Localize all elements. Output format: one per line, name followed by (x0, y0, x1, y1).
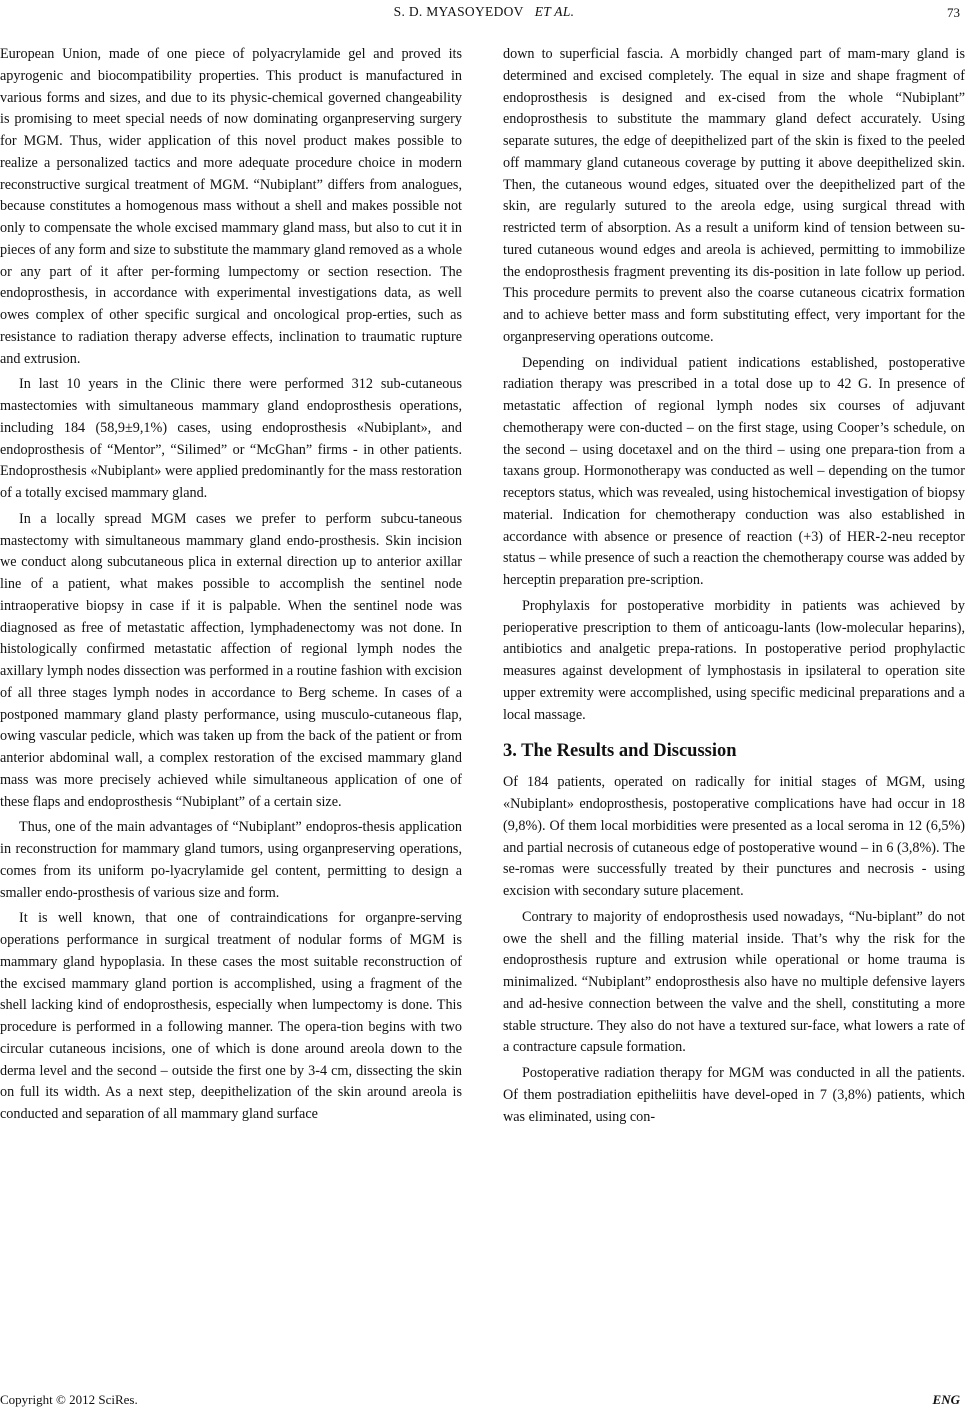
left-column (0, 44, 462, 1130)
copyright-notice: Copyright © 2012 SciRes. (0, 1392, 138, 1407)
paragraph: Postoperative radiation therapy for MGM was conducted in all the patients. Of them postradiation epitheliitis have devel-oped in 7 (3,8%) patients, which was eliminated, using con- (503, 1065, 965, 1125)
page-header (0, 0, 968, 30)
running-head (0, 4, 968, 20)
paragraph: Contrary to majority of endoprosthesis used nowadays, “Nu-biplant” do not owe the shell and the filling material inside. That’s why the risk for the endoprosthesis rupture and extrusion while operational or home trauma is minimalized. “Nubiplant” endoprosthesis also have no multiple defensive layers and ad-hesive connection between the valve and the shell, constituting a more stable structure. They also do not have a textured sur-face, what lowers a rate of a contracture capsule formation. (503, 908, 965, 1056)
page-number: 73 (947, 5, 960, 20)
paragraph: In last 10 years in the Clinic there were performed 312 sub-cutaneous mastectomies with simultaneous mammary gland endoprosthesis operations, including 184 (58,9±9,1%) cases, using endoprosthesis «Nubiplant», and endoprosthesis of “Mentor”, “Silimed” or “McGhan” firms - in other patients. Endoprosthesis «Nubiplant» were applied predominantly for the mass restoration of a totally excised mammary gland. (0, 376, 462, 501)
journal-abbreviation: ENG (932, 1392, 960, 1407)
page-footer (0, 1392, 968, 1412)
paragraph: Of 184 patients, operated on radically for initial stages of MGM, using «Nubiplant» endoprosthesis, postoperative complications have had occur in 18 (9,8%). Of them local morbidities were presented as a local seroma in 12 (6,5%) and partial necrosis of cutaneous edge of postoperative wound – in 6 (3,8%). The se-romas were successfully treated by their punctures and necrosis - using excision with secondary suture placement. (503, 774, 965, 899)
paragraph: European Union, made of one piece of polyacrylamide gel and proved its apyrogenic and biocompatibility properties. This product is manufactured in various forms and sizes, and due to its physic-chemical governed changeability is promising to meet special needs of now dominating organpreserving surgery for MGM. Thus, wider application of this novel product makes possible to realize a personalized tactics and more adequate procedure choice in modern reconstructive surgical treatment of MGM. “Nubiplant” differs from analogues, because constitutes a homogenous mass without a shell and makes possible not only to compensate the whole excised mammary gland mass, but also to cut it in pieces of any form and size to substitute the mammary gland removed as a whole or any part of it after per-forming lumpectomy or section resection. The endoprosthesis, in accordance with experimental investigations data, as well owes complex of other specific surgical and oncological prop-erties, such as resistance to radiation therapy adverse effects, inclination to traumatic rupture and extrusion. (0, 46, 462, 367)
paragraph: down to superficial fascia. A morbidly changed part of mam-mary gland is determined and excised completely. The equal in size and shape fragment of endoprosthesis is designed and ex-cised from the whole “Nubiplant” endoprosthesis to substitute the mammary gland defect accurately. Using separate sutures, the edge of deepithelized part of the skin is fixed to the peeled off mammary gland cutaneous coverage by putting it above deepithelized skin. Then, the cutaneous wound edges, situated over the deepithelized part of the skin, are regularly sutured to the areola edge, using surgical thread with restricted term of absorption. As a result a uniform kind of tension between su-tured cutaneous wound edges and areola is achieved, permitting to immobilize the endoprosthesis fragment preventing its dis-position in late follow up period. This procedure permits to prevent also the coarse cutaneous cicatrix formation and to achieve better mass and form substituting effect, very important for the organpreserving operations outcome. (503, 46, 965, 345)
paragraph: Prophylaxis for postoperative morbidity in patients was achieved by perioperative prescription to them of anticoagu-lants (low-molecular heparins), antibiotics and analgetic prepa-rations. In postoperative period prophylactic measures against development of lymphostasis in ipsilateral to operation site upper extremity were accomplished, using specific medicinal preparations and a local massage. (503, 597, 965, 723)
running-head-et-al: ET AL. (534, 4, 575, 19)
paragraph: It is well known, that one of contraindications for organpre-serving operations performance in surgical treatment of nodular forms of MGM is mammary gland hypoplasia. In these cases the most suitable reconstruction of the excised mammary gland portion is accomplished, using a fragment of the shell lacking kind of endoprosthesis, especially when lumpectomy is done. This procedure is performed in a following manner. The opera-tion begins with two circular cutaneous incisions, one of which is done around areola down to the derma level and the second – outside the first one by 3-4 cm, dissecting the skin on full its width. As a next step, deepithelization of the skin around areola is conducted and separation of all mammary gland surface (0, 910, 462, 1122)
right-column (503, 44, 965, 1132)
paragraph: In a locally spread MGM cases we prefer to perform subcu-taneous mastectomy with simultaneous mammary gland endo-prosthesis. Skin incision we conduct along subcutaneous plica in external direction up to anterior axillar line of a patient, what makes possible to accomplish the sentinel node intraoperative biopsy in case if it is palpable. When the sentinel node was diagnosed as free of metastatic affection, lymphadenectomy was not done. In histologically confirmed metastatic affection of regional lymph nodes the axillary lymph nodes dissection was performed in a routine fashion with excision of all three stages lymph nodes in accordance to Berg scheme. In cases of a postponed mammary gland plasty performance, using musculo-cutaneous flap, owing vascular pedicle, which was taken up from the back of the patient or from anterior abdominal wall, a complex restoration of the excised mammary gland mass was more precisely achieved while simultaneous application of one of these flaps and endoprosthesis “Nubiplant” of a certain size. (0, 510, 462, 810)
running-head-authors: S. D. MYASOYEDOV (393, 4, 524, 19)
paragraph: Thus, one of the main advantages of “Nubiplant” endopros-thesis application in reconstruction for mammary gland tumors, using organpreserving operations, comes from its uniform po-lyacrylamide gel content, permitting to design a smaller endo-prosthesis of various size and form. (0, 819, 462, 901)
paragraph: Depending on individual patient indications established, postoperative radiation therapy was prescribed in a total dose up to 42 G. In presence of metastatic affection of regional lymph nodes six courses of adjuvant chemotherapy were con-ducted – on the first stage, using Cooper’s schedule, on the second – using docetaxel and on the third – using one prepara-tion from a taxans group. Hormonotherapy was conducted as well – depending on the tumor receptors status, which was revealed, using histochemical investigation of biopsy material. Indication for chemotherapy conduction was also established in accordance with absence or presence of reaction (+3) of HER-2-neu receptor status – while presence of such a reaction the chemotherapy course was added by herceptin preparation pre-scription. (503, 354, 965, 588)
section-heading: 3. The Results and Discussion (503, 741, 737, 762)
